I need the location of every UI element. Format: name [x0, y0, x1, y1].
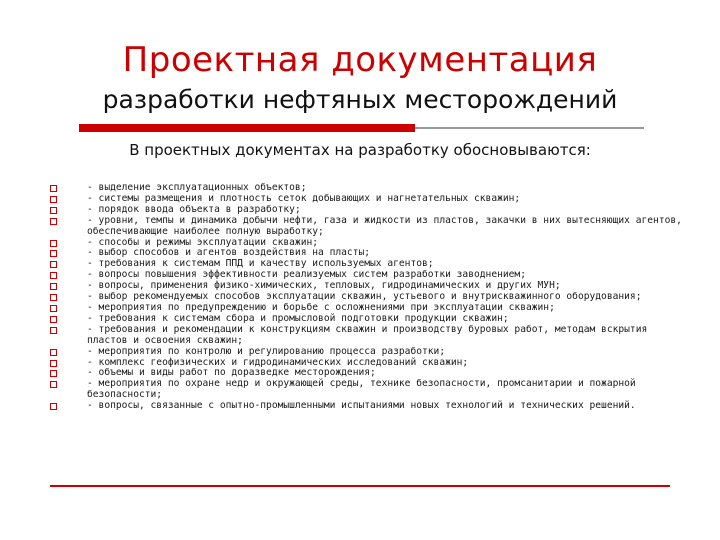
bottom-rule — [50, 485, 670, 487]
list-item — [50, 401, 690, 412]
title-accent-bar — [79, 124, 415, 132]
square-bullet-icon — [50, 327, 57, 334]
list-item-text: - требования и рекомендации к конструкциям скважин и производству буровых работ, методам вскрытия пластов и освоения скважин; — [87, 323, 648, 346]
square-bullet-icon — [50, 403, 57, 410]
title-divider-line — [415, 127, 644, 129]
square-bullet-icon — [50, 218, 57, 225]
square-bullet-icon — [50, 349, 57, 356]
list-item-text: - способы и режимы эксплуатации скважин; — [87, 236, 319, 248]
square-bullet-icon — [50, 305, 57, 312]
square-bullet-icon — [50, 185, 57, 192]
list-item — [50, 347, 690, 358]
list-item-text: - порядок ввода объекта в разработку; — [87, 203, 301, 215]
bullet-list — [50, 183, 690, 412]
list-item-text: - выделение эксплуатационных объектов; — [87, 182, 307, 193]
list-item-text: - вопросы повышения эффективности реализуемых систем разработки заводнением; — [87, 269, 526, 281]
square-bullet-icon — [50, 240, 57, 247]
list-item — [50, 216, 690, 238]
list-item-text: - уровни, темпы и динамика добычи нефти, газа и жидкости из пластов, закачки в них вытесняющих агентов, обеспечивающие наиболее полную выработку; — [87, 214, 682, 237]
list-item-text: - вопросы, связанные с опытно-промышленными испытаниями новых технологий и технических решений. — [87, 400, 636, 412]
list-item — [50, 379, 690, 401]
list-item-text: - объемы и виды работ по доразведке месторождения; — [87, 367, 376, 379]
square-bullet-icon — [50, 261, 57, 268]
slide-subtitle: разработки нефтяных месторождений — [102, 85, 618, 114]
list-item-text: - комплекс геофизических и гидродинамических исследований скважин; — [87, 356, 469, 368]
list-item-text: - выбор способов и агентов воздействия на пласты; — [87, 247, 371, 259]
square-bullet-icon — [50, 294, 57, 301]
intro-text: В проектных документах на разработку обосновываются: — [129, 141, 591, 159]
square-bullet-icon — [50, 272, 57, 279]
list-item — [50, 325, 690, 347]
square-bullet-icon — [50, 381, 57, 388]
square-bullet-icon — [50, 250, 57, 257]
list-item-text: - требования к системам ППД и качеству используемых агентов; — [87, 258, 434, 270]
list-item-text: - вопросы, применения физико-химических, тепловых, гидродинамических и других МУН; — [87, 280, 561, 292]
square-bullet-icon — [50, 196, 57, 203]
list-item-text: - требования к системам сбора и промысловой подготовки продукции скважин; — [87, 312, 509, 324]
square-bullet-icon — [50, 370, 57, 377]
list-item-text: - мероприятия по контролю и регулированию процесса разработки; — [87, 345, 446, 357]
square-bullet-icon — [50, 207, 57, 214]
square-bullet-icon — [50, 283, 57, 290]
list-item-text: - мероприятия по предупреждению и борьбе с осложнениями при эксплуатации скважин; — [87, 301, 555, 313]
list-item-text: - системы размещения и плотность сеток добывающих и нагнетательных скважин; — [87, 192, 521, 204]
square-bullet-icon — [50, 316, 57, 323]
square-bullet-icon — [50, 360, 57, 367]
slide-title: Проектная документация — [122, 40, 598, 80]
list-item-text: - выбор рекомендуемых способов эксплуатации скважин, устьевого и внутрискважинного оборудования; — [87, 291, 642, 303]
list-item-text: - мероприятия по охране недр и окружающей среды, технике безопасности, промсанитарии и пожарной безопасности; — [87, 378, 636, 401]
